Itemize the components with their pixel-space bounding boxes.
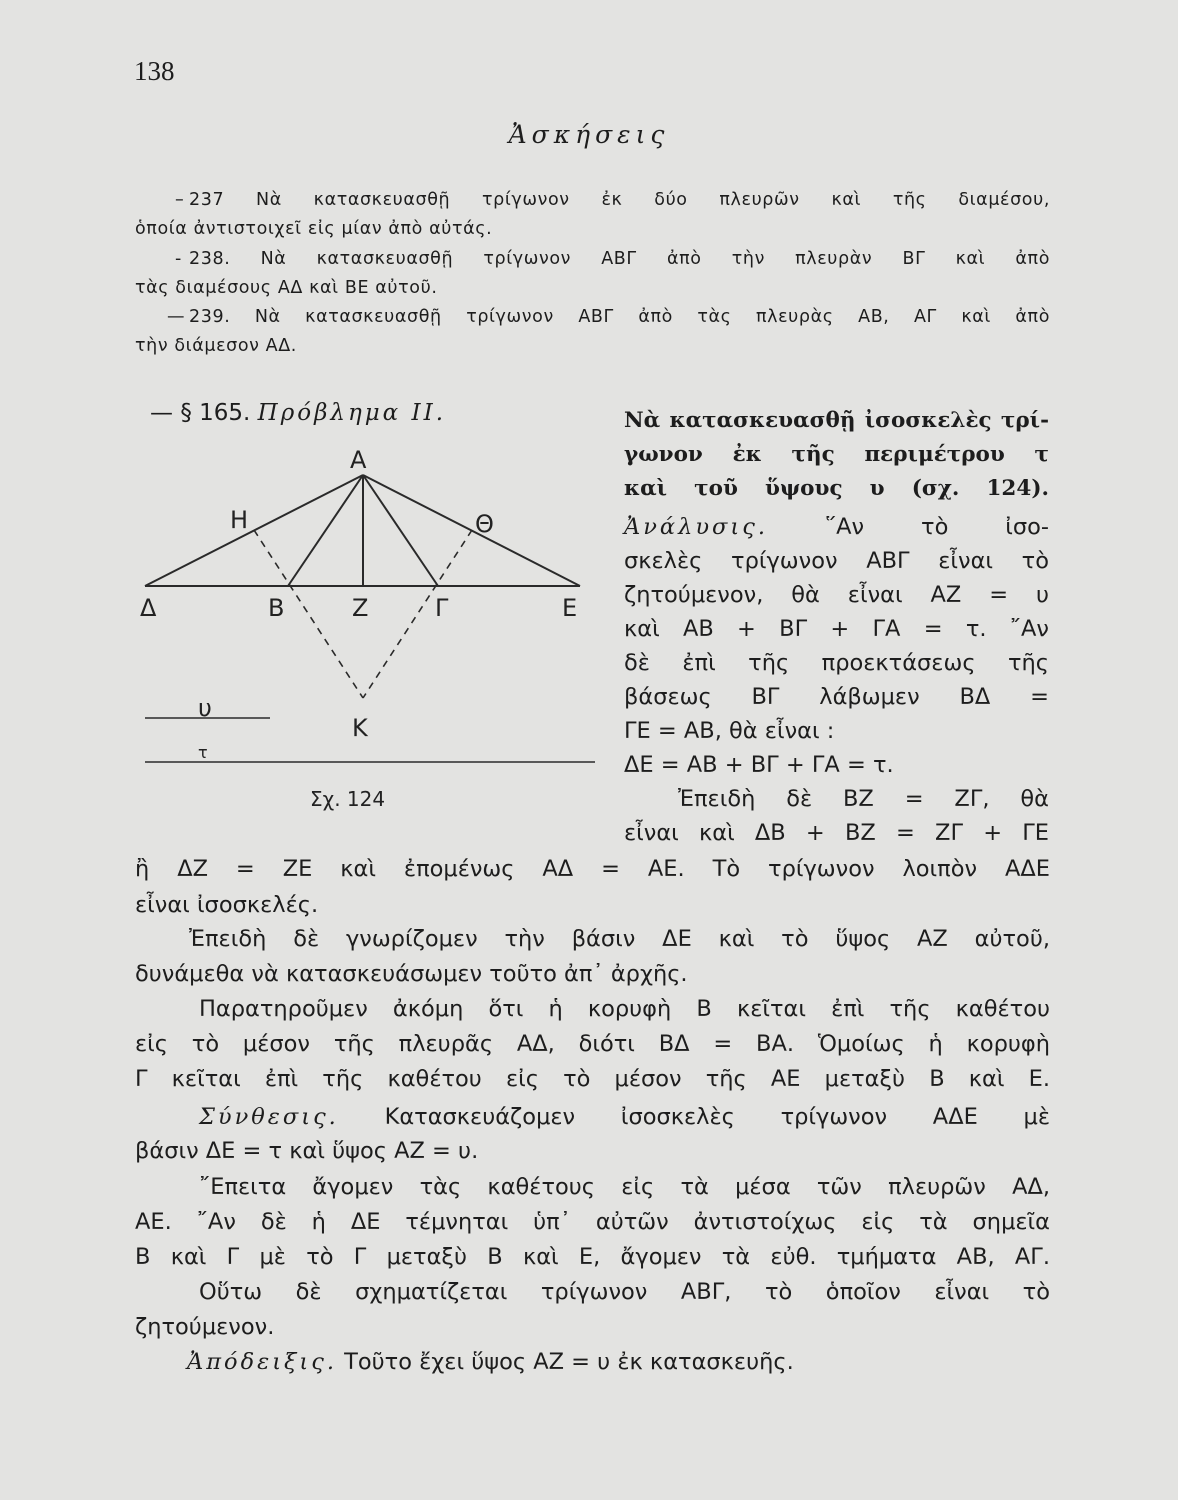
exercise-239-line2: τὴν διάμεσον ΑΔ. — [135, 336, 297, 356]
page-number: 138 — [134, 56, 175, 86]
margin-mark: — — [167, 307, 186, 327]
analysis-line6: βάσεως ΒΓ λάβωμεν ΒΔ = — [624, 684, 1049, 710]
line-AG — [363, 475, 438, 586]
point-E: Ε — [562, 594, 578, 622]
proof-line: Ἀπόδειξις. Τοῦτο ἔχει ὕψος ΑΖ = υ ἐκ κατασκευῆς. — [187, 1349, 794, 1375]
section-label: Πρόβλημα ΙΙ. — [257, 400, 447, 426]
exercise-237-line2: ὁποία ἀντιστοιχεῖ εἰς μίαν ἀπὸ αὐτάς. — [135, 219, 493, 239]
text-line4: δυνάμεθα νὰ κατασκευάσωμεν τοῦτο ἀπ᾽ ἀρχῆς. — [135, 961, 688, 987]
text-line5: Παρατηροῦμεν ἀκόμη ὅτι ἡ κορυφὴ Β κεῖται ἐπὶ τῆς καθέτου — [199, 996, 1050, 1022]
label-t: τ — [198, 743, 208, 762]
section-number: § 165. — [180, 400, 251, 426]
point-H: Η — [230, 506, 249, 534]
analysis-line9: Ἐπειδὴ δὲ ΒΖ = ΖΓ, θὰ — [678, 786, 1049, 812]
point-Th: Θ — [475, 510, 494, 538]
figure-124 — [130, 440, 600, 820]
line-AB — [288, 475, 363, 586]
synthesis-line7: ζητούμενον. — [135, 1314, 275, 1340]
section-heading-line1: Νὰ κατασκευασθῇ ἰσοσκελὲς τρί- — [624, 408, 1049, 433]
text-line1: ἢ ΔΖ = ΖΕ καὶ ἐπομένως ΑΔ = ΑΕ. Τὸ τρίγωνον λοιπὸν ΑΔΕ — [135, 856, 1050, 882]
exercise-237-line1: – 237 Νὰ κατασκευασθῇ τρίγωνον ἐκ δύο πλευρῶν καὶ τῆς διαμέσου, — [135, 186, 1050, 215]
analysis-line5: δὲ ἐπὶ τῆς προεκτάσεως τῆς — [624, 650, 1049, 676]
text-line6: εἰς τὸ μέσον τῆς πλευρᾶς ΑΔ, διότι ΒΔ = ΒΑ. Ὁμοίως ἡ κορυφὴ — [135, 1031, 1050, 1057]
synthesis-line2: βάσιν ΔΕ = τ καὶ ὕψος ΑΖ = υ. — [135, 1138, 479, 1164]
synthesis-line4: ΑΕ. ῎Αν δὲ ἡ ΔΕ τέμνηται ὑπ᾽ αὐτῶν ἀντιστοίχως εἰς τὰ σημεῖα — [135, 1209, 1050, 1235]
analysis-line10: εἶναι καὶ ΔΒ + ΒΖ = ΖΓ + ΓΕ — [624, 820, 1049, 846]
analysis-line2: σκελὲς τρίγωνον ΑΒΓ εἶναι τὸ — [624, 548, 1049, 574]
synthesis-line3: ῎Επειτα ἄγομεν τὰς καθέτους εἰς τὰ μέσα τῶν πλευρῶν ΑΔ, — [199, 1174, 1050, 1200]
analysis-line7: ΓΕ = ΑΒ, θὰ εἶναι : — [624, 718, 835, 744]
analysis-line1: Ἀνάλυσις. ῞Αν τὸ ἰσο- — [624, 514, 1049, 540]
synthesis-label: Σύνθεσις. — [199, 1104, 339, 1130]
analysis-label: Ἀνάλυσις. — [624, 514, 768, 540]
synthesis-line6: Οὕτω δὲ σχηματίζεται τρίγωνον ΑΒΓ, τὸ ὁποῖον εἶναι τὸ — [199, 1279, 1050, 1305]
exercise-239-line1: — 239. Νὰ κατασκευασθῇ τρίγωνον ΑΒΓ ἀπὸ τὰς πλευρὰς ΑΒ, ΑΓ καὶ ἀπὸ — [135, 303, 1050, 332]
margin-mark: ‑ — [175, 249, 182, 269]
point-Z: Ζ — [352, 594, 369, 622]
analysis-line3: ζητούμενον, θὰ εἶναι ΑΖ = υ — [624, 582, 1049, 608]
analysis-line4: καὶ ΑΒ + ΒΓ + ΓΑ = τ. ῎Αν — [624, 616, 1049, 642]
exercise-238-line1: ‑ 238. Νὰ κατασκευασθῇ τρίγωνον ΑΒΓ ἀπὸ τὴν πλευρὰν ΒΓ καὶ ἀπὸ — [135, 245, 1050, 274]
section-heading — [150, 400, 620, 426]
point-B: Β — [268, 594, 285, 622]
analysis-line8: ΔΕ = ΑΒ + ΒΓ + ΓΑ = τ. — [624, 752, 894, 778]
section-heading-line3: καὶ τοῦ ὕψους υ (σχ. 124). — [624, 476, 1049, 501]
point-A: Α — [350, 446, 367, 474]
point-G: Γ — [435, 594, 449, 622]
synthesis-line5: Β καὶ Γ μὲ τὸ Γ μεταξὺ Β καὶ Ε, ἄγομεν τὰ εὐθ. τμήματα ΑΒ, ΑΓ. — [135, 1244, 1050, 1270]
label-u: υ — [198, 694, 212, 722]
text-line7: Γ κεῖται ἐπὶ τῆς καθέτου εἰς τὸ μέσον τῆς ΑΕ μεταξὺ Β καὶ Ε. — [135, 1066, 1050, 1092]
proof-label: Ἀπόδειξις. — [187, 1349, 337, 1375]
text-line2: εἶναι ἰσοσκελές. — [135, 892, 319, 918]
exercise-238-line2: τὰς διαμέσους ΑΔ καὶ ΒΕ αὐτοῦ. — [135, 278, 438, 298]
exercises-title: Ἀσκήσεις — [508, 120, 670, 149]
point-D: Δ — [140, 594, 157, 622]
text-line3: Ἐπειδὴ δὲ γνωρίζομεν τὴν βάσιν ΔΕ καὶ τὸ ὕψος ΑΖ αὐτοῦ, — [189, 926, 1050, 952]
figure-caption: Σχ. 124 — [310, 787, 386, 811]
synthesis-line1: Σύνθεσις. Κατασκευάζομεν ἰσοσκελὲς τρίγωνον ΑΔΕ μὲ — [199, 1104, 1051, 1130]
margin-mark: – — [175, 190, 185, 210]
margin-mark: — — [150, 400, 173, 426]
point-K: Κ — [352, 714, 368, 742]
section-heading-line2: γωνον ἐκ τῆς περιμέτρου τ — [624, 442, 1049, 467]
